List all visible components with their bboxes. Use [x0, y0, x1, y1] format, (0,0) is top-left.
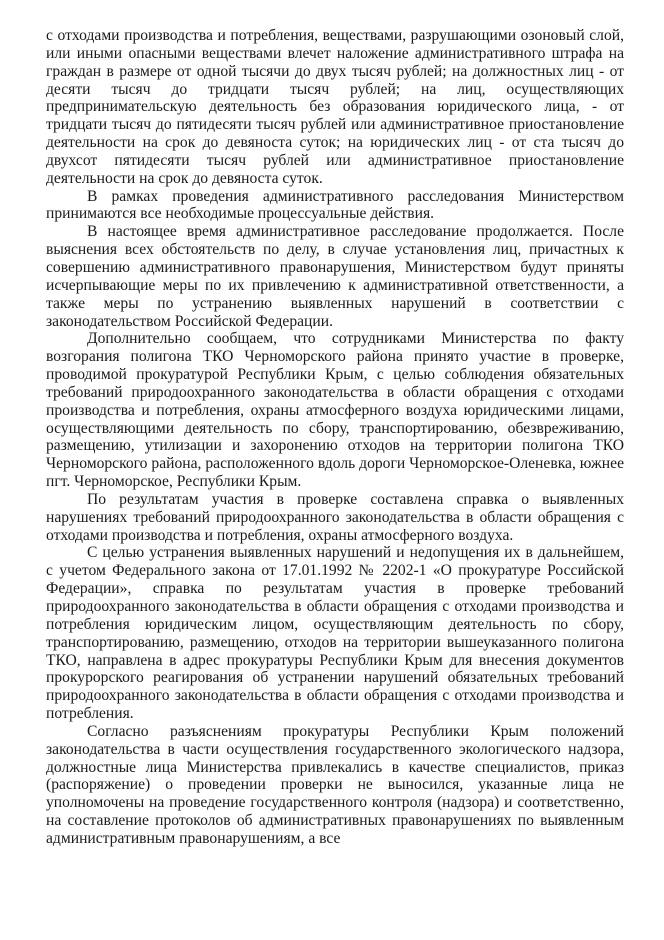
paragraph-inspection-results: По результатам участия в проверке составлена справка о выявленных нарушениях требований природоохранного законодательства в области обращения с отходами производства и потребления, охраны атмосферного воздуха.: [46, 490, 624, 544]
document-body: [46, 27, 624, 848]
paragraph-investigation-ongoing: В настоящее время административное расследование продолжается. После выяснения всех обстоятельств по делу, в случае установления лиц, причастных к совершению административного правонарушения, Министерством будут приняты исчерпывающие меры по их привлечению к административной ответственности, а также меры по устранению выявленных нарушений в соответствии с законодательством Российской Федерации.: [46, 223, 624, 330]
paragraph-prosecutor-clarification: Согласно разъяснениям прокуратуры Республики Крым положений законодательства в части осуществления государственного экологического надзора, должностные лица Министерства привлекались в качестве специалистов, приказ (распоряжение) о проведении проверки не выносился, указанные лица не уполномочены на проведение государственного контроля (надзора) и соответственно, на составление протоколов об административных правонарушениях по выявленным административным правонарушениям, а все: [46, 722, 624, 847]
paragraph-prosecutor-referral: С целью устранения выявленных нарушений и недопущения их в дальнейшем, с учетом Федерального закона от 17.01.1992 № 2202-1 «О прокуратуре Российской Федерации», справка по результатам участия в проверке требований природоохранного законодательства в области обращения с отходами производства и потребления юридическим лицом, осуществляющим деятельность по сбору, транспортированию, размещению, отходов на территории вышеуказанного полигона ТКО, направлена в адрес прокуратуры Республики Крым для внесения документов прокурорского реагирования об устранении нарушений обязательных требований природоохранного законодательства в области обращения с отходами производства и потребления.: [46, 544, 624, 723]
paragraph-investigation-actions: В рамках проведения административного расследования Министерством принимаются все необходимые процессуальные действия.: [46, 187, 624, 223]
paragraph-landfill-inspection: Дополнительно сообщаем, что сотрудниками Министерства по факту возгорания полигона ТКО Черноморского района принято участие в проверке, проводимой прокуратурой Республики Крым, с целью соблюдения обязательных требований природоохранного законодательства в области обращения с отходами производства и потребления, охраны атмосферного воздуха юридическими лицами, осуществляющими деятельность по сбору, транспортированию, обезвреживанию, размещению, утилизации и захоронению отходов на территории полигона ТКО Черноморского района, расположенного вдоль дороги Черноморское-Оленевка, южнее пгт. Черноморское, Республики Крым.: [46, 330, 624, 491]
paragraph-penalty-continuation: с отходами производства и потребления, веществами, разрушающими озоновый слой, или иными опасными веществами влечет наложение административного штрафа на граждан в размере от одной тысячи до двух тысяч рублей; на должностных лиц - от десяти тысяч до тридцати тысяч рублей; на лиц, осуществляющих предпринимательскую деятельность без образования юридического лица, - от тридцати тысяч до пятидесяти тысяч рублей или административное приостановление деятельности на срок до девяноста суток; на юридических лиц - от ста тысяч до двухсот пятидесяти тысяч рублей или административное приостановление деятельности на срок до девяноста суток.: [46, 27, 624, 187]
